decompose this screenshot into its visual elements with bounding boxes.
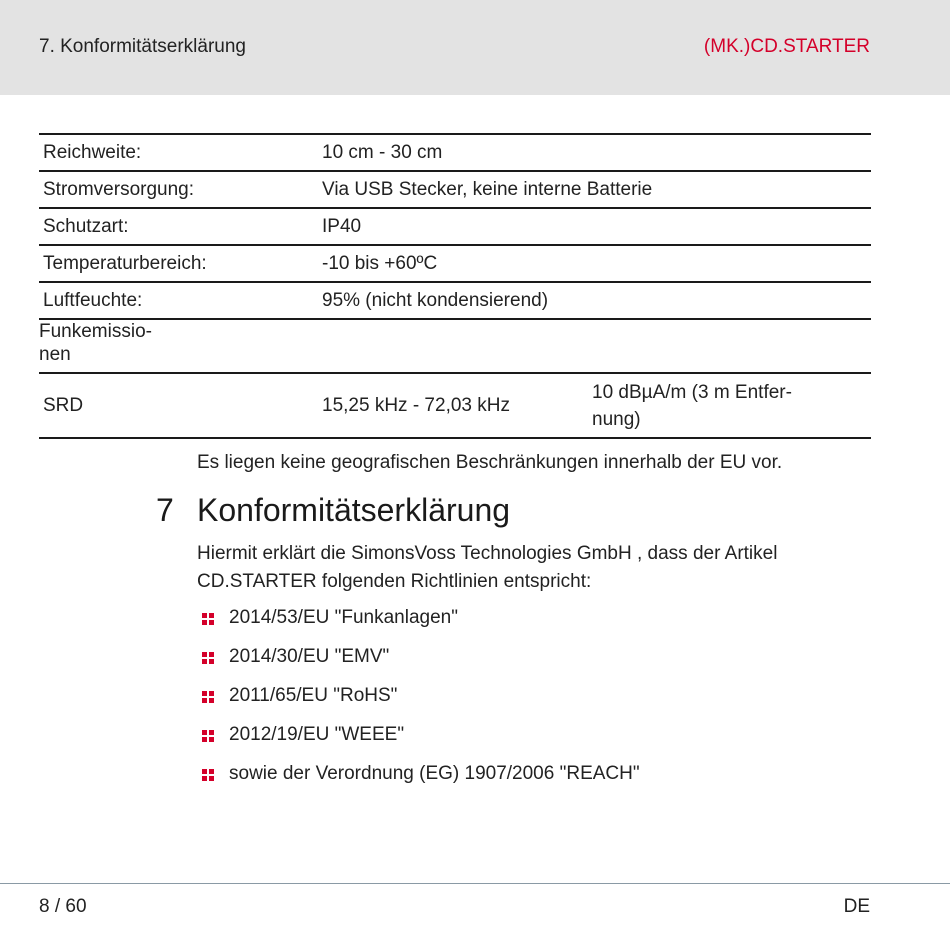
red-square-bullet-icon — [202, 652, 214, 664]
geo-restriction-note: Es liegen keine geografischen Beschränkungen innerhalb der EU vor. — [197, 452, 783, 473]
spec-value: -10 bis +60ºC — [322, 252, 438, 274]
spec-value: IP40 — [322, 215, 362, 237]
intro-line: CD.STARTER folgenden Richtlinien entspricht: — [197, 571, 592, 592]
table-row — [39, 134, 871, 171]
red-square-bullet-icon — [202, 769, 214, 781]
spec-value: Via USB Stecker, keine interne Batterie — [322, 178, 653, 200]
table-row — [39, 245, 871, 282]
red-square-bullet-icon — [202, 730, 214, 742]
specs-table — [39, 133, 871, 439]
spec-label: Schutzart: — [43, 215, 129, 237]
header-product-name: (MK.)CD.STARTER — [703, 36, 870, 57]
header-section-title: 7. Konformitätserklärung — [39, 36, 246, 57]
table-row — [39, 373, 871, 438]
spec-value: 10 cm - 30 cm — [322, 141, 443, 163]
red-square-bullet-icon — [202, 613, 214, 625]
srd-label: SRD — [43, 394, 84, 416]
page-number: 8 / 60 — [39, 896, 87, 917]
directive-text: 2011/65/EU "RoHS" — [229, 685, 398, 706]
list-item — [202, 646, 640, 685]
directive-text: 2014/53/EU "Funkanlagen" — [229, 607, 458, 628]
section-title: Konformitätserklärung — [197, 492, 511, 528]
footer-divider — [0, 883, 950, 884]
list-item — [202, 763, 640, 802]
emissions-heading-line: Funkemissio- — [39, 321, 152, 342]
srd-field-strength-line: 10 dBµA/m (3 m Entfer- — [592, 381, 792, 403]
spec-label: Reichweite: — [43, 141, 142, 163]
spec-label: Temperaturbereich: — [43, 252, 207, 274]
table-row — [39, 208, 871, 245]
red-square-bullet-icon — [202, 691, 214, 703]
directive-text: sowie der Verordnung (EG) 1907/2006 "REACH" — [229, 763, 640, 784]
page-header — [0, 0, 950, 95]
srd-frequency-range: 15,25 kHz - 72,03 kHz — [322, 394, 510, 416]
section-number: 7 — [156, 492, 174, 528]
directive-text: 2014/30/EU "EMV" — [229, 646, 390, 667]
language-code: DE — [843, 896, 870, 917]
list-item — [202, 724, 640, 763]
spec-label: Luftfeuchte: — [43, 289, 143, 311]
table-row — [39, 282, 871, 319]
srd-field-strength — [592, 373, 871, 438]
spec-label: Stromversorgung: — [43, 178, 195, 200]
srd-field-strength-line: nung) — [592, 408, 641, 430]
directive-list — [202, 607, 640, 802]
emissions-heading-line: nen — [39, 344, 71, 365]
spec-value: 95% (nicht kondensierend) — [322, 289, 549, 311]
directive-text: 2012/19/EU "WEEE" — [229, 724, 405, 745]
list-item — [202, 607, 640, 646]
emissions-heading — [39, 319, 871, 373]
section-intro — [197, 540, 857, 596]
table-row — [39, 319, 871, 373]
list-item — [202, 685, 640, 724]
table-row — [39, 171, 871, 208]
intro-line: Hiermit erklärt die SimonsVoss Technologies GmbH , dass der Artikel — [197, 543, 778, 564]
